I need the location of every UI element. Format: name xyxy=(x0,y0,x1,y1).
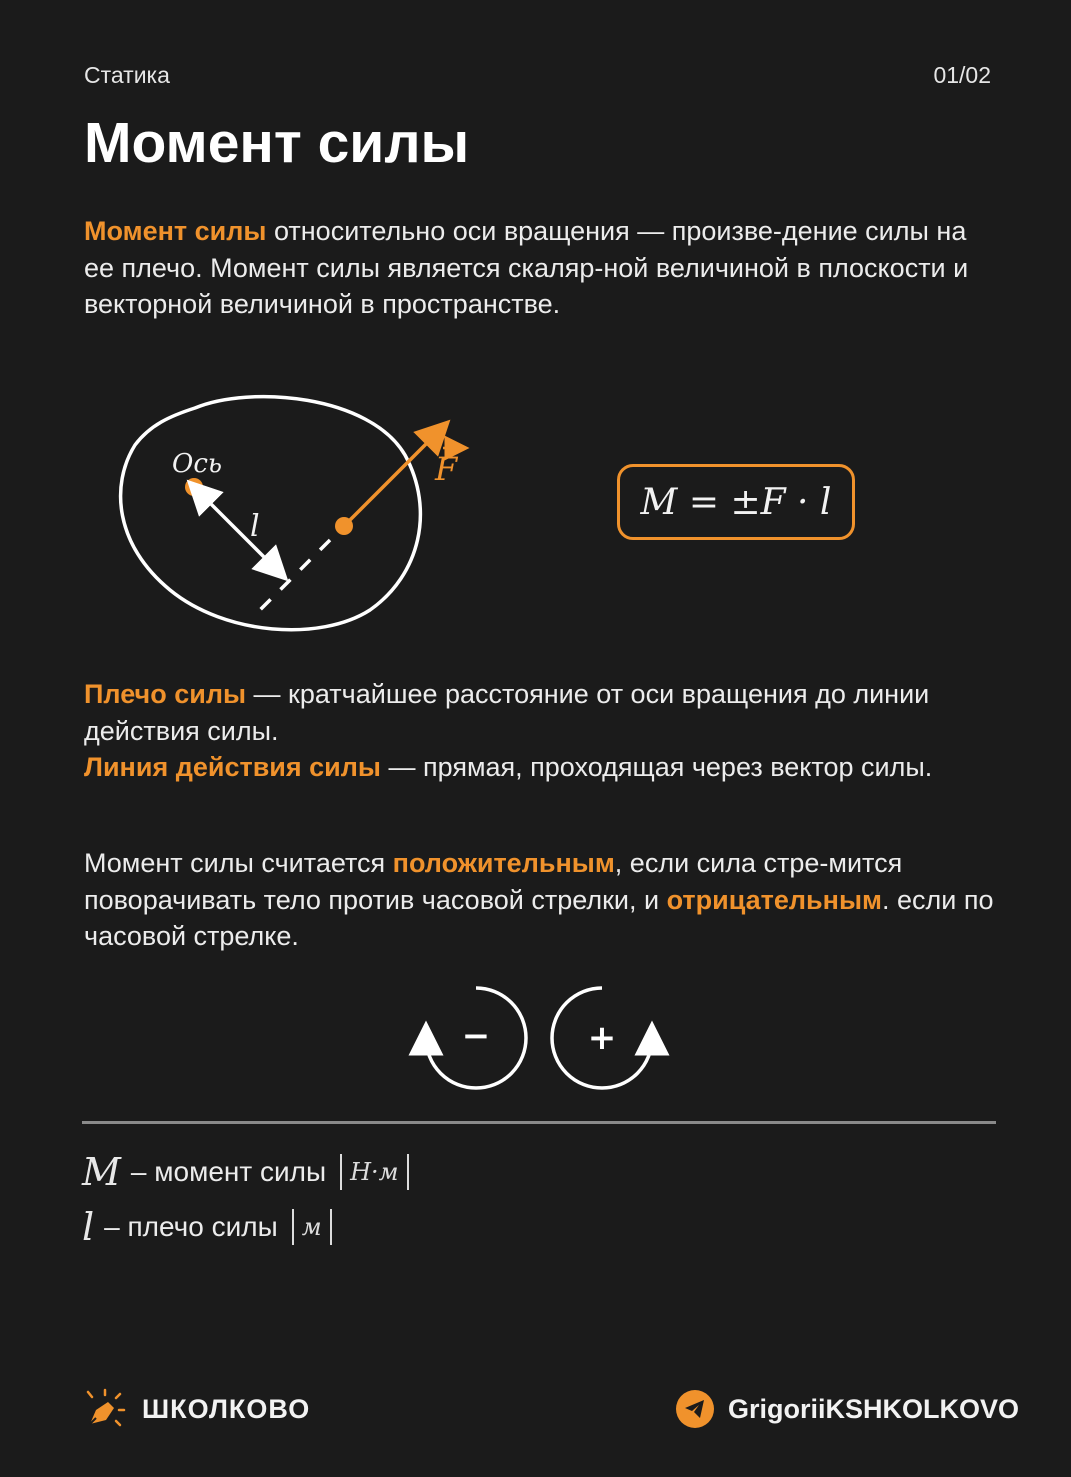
footer-brand xyxy=(82,1388,310,1430)
clockwise-negative-icon xyxy=(426,988,526,1088)
arm-definition: — кратчайшее расстояние от оси вращения до линии действия силы. xyxy=(84,679,930,746)
moment-diagram xyxy=(100,380,480,640)
force-label: F xyxy=(435,450,458,488)
brand-name: ШКОЛКОВО xyxy=(142,1393,311,1424)
minus-sign: − xyxy=(461,1016,491,1056)
rotation-direction-icons xyxy=(400,975,680,1105)
footer-telegram[interactable] xyxy=(676,1390,1019,1428)
topic-label: Статика xyxy=(84,62,170,88)
legend-row-arm xyxy=(82,1205,332,1249)
intro-paragraph xyxy=(84,213,999,323)
arm-label: l xyxy=(250,509,260,544)
sign-rule-paragraph xyxy=(84,845,999,955)
plus-sign: + xyxy=(587,1018,617,1058)
body-outline xyxy=(121,397,421,630)
definitions-paragraph xyxy=(84,676,999,786)
intro-text: относительно оси вращения — произве-дение силы на ее плечо. Момент силы является скаляр-ной величиной в плоскости и векторной величиной в пространстве. xyxy=(84,216,969,319)
intro-term: Момент силы xyxy=(84,216,267,246)
counterclockwise-positive-icon xyxy=(552,988,652,1088)
sign-rule-part1: Момент силы считается xyxy=(84,848,393,878)
negative-term: отрицательным xyxy=(666,884,882,915)
telegram-icon xyxy=(676,1390,714,1428)
legend-unit: Н·м xyxy=(340,1154,408,1190)
legend-text: – момент силы xyxy=(130,1156,327,1187)
line-of-action xyxy=(260,540,330,610)
legend-symbol: M xyxy=(82,1150,121,1194)
axis-point xyxy=(185,478,203,496)
legend-symbol: l xyxy=(82,1205,95,1249)
sign-rule-part2: , если сила стре-мится поворачивать тело против часовой стрелки, и xyxy=(84,848,903,915)
line-term: Линия действия силы xyxy=(84,752,381,782)
page-number: 01/02 xyxy=(933,62,991,88)
positive-term: положительным xyxy=(392,848,615,878)
line-definition: — прямая, проходящая через вектор силы. xyxy=(380,752,933,782)
telegram-handle[interactable]: GrigoriiKSHKOLKOVO xyxy=(727,1393,1019,1424)
page-title: Момент силы xyxy=(84,111,470,175)
arm-term: Плечо силы xyxy=(84,679,247,709)
legend-text: – плечо силы xyxy=(104,1211,278,1242)
lever-arm-arrow xyxy=(204,497,281,574)
sign-rule-part3: . если по часовой стрелке. xyxy=(84,884,994,951)
axis-label: Ось xyxy=(172,449,223,479)
divider xyxy=(82,1121,996,1124)
moment-formula: M = ±F · l xyxy=(617,464,855,540)
pencil-spark-icon xyxy=(82,1388,128,1430)
legend-row-moment xyxy=(82,1150,409,1194)
legend-unit: м xyxy=(292,1209,332,1245)
